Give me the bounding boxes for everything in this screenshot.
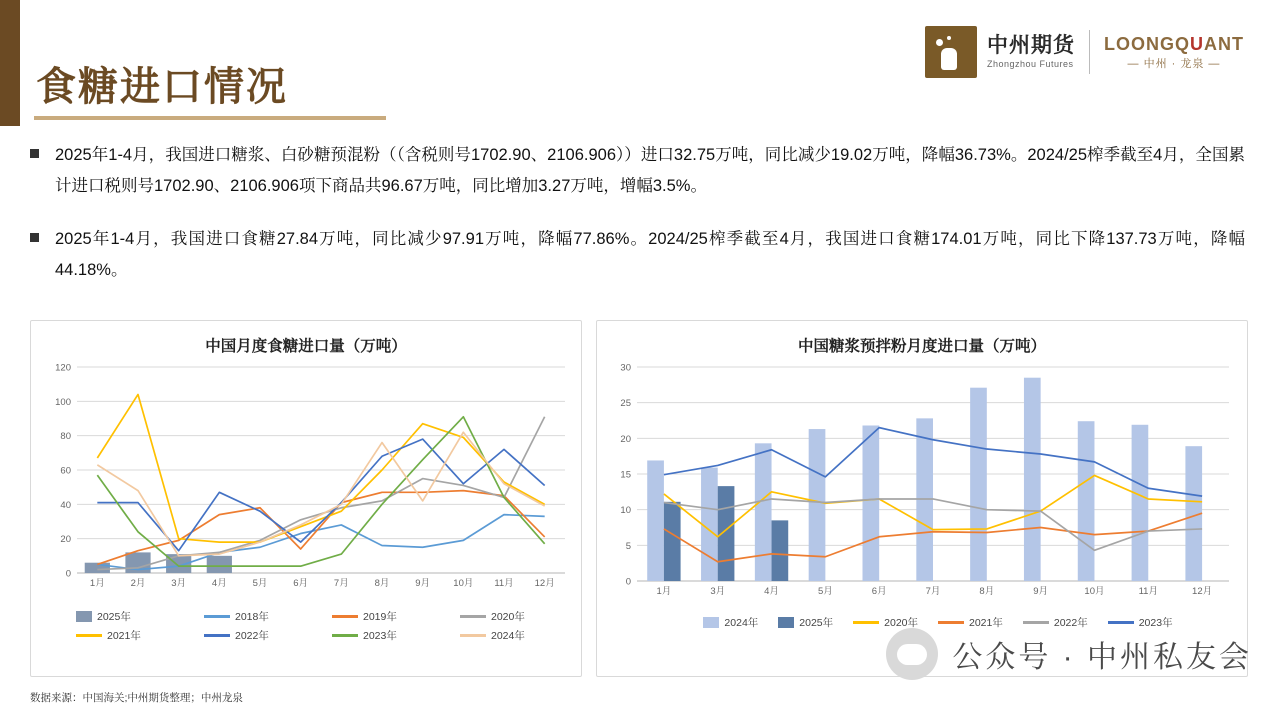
- legend-swatch: [853, 621, 879, 624]
- chart-svg: [31, 355, 581, 595]
- legend-swatch: [703, 617, 719, 628]
- legend-label: 2022年: [1053, 617, 1088, 629]
- svg-text:10月: 10月: [1084, 586, 1105, 597]
- svg-text:2月: 2月: [130, 578, 146, 589]
- svg-text:9月: 9月: [1033, 586, 1049, 597]
- svg-text:6月: 6月: [293, 578, 309, 589]
- logo-brand-cn: — 中州 · 龙泉 —: [1127, 57, 1221, 70]
- legend-label: 2019年: [363, 611, 397, 623]
- legend-swatch: [76, 634, 102, 637]
- company-logo: [925, 26, 1244, 78]
- legend-label: 2024年: [724, 617, 759, 629]
- svg-text:9月: 9月: [415, 578, 431, 589]
- svg-text:30: 30: [620, 362, 631, 374]
- svg-text:40: 40: [60, 499, 71, 511]
- svg-text:8月: 8月: [374, 578, 390, 589]
- legend-item[interactable]: [778, 615, 833, 630]
- svg-text:60: 60: [60, 465, 71, 477]
- chart-title: 中国月度食糖进口量（万吨）: [205, 338, 407, 355]
- bullet-item: [30, 140, 1245, 202]
- logo-mark-icon: [925, 26, 977, 78]
- bullet-list: [30, 140, 1245, 308]
- legend-swatch: [332, 634, 358, 637]
- chart-plot-area: [597, 355, 1247, 603]
- svg-text:0: 0: [625, 576, 631, 588]
- svg-text:7月: 7月: [333, 578, 349, 589]
- logo-divider: [1089, 30, 1090, 74]
- svg-text:10: 10: [620, 505, 631, 517]
- legend-label: 2024年: [491, 630, 525, 642]
- svg-text:11月: 11月: [494, 578, 514, 589]
- svg-text:80: 80: [60, 431, 71, 443]
- legend-item[interactable]: [332, 628, 440, 643]
- svg-text:11月: 11月: [1138, 586, 1158, 597]
- wechat-promo: [886, 628, 1252, 680]
- bullet-marker-icon: [30, 233, 39, 242]
- svg-text:1月: 1月: [89, 578, 105, 589]
- chart-syrup-import: [596, 320, 1248, 677]
- svg-text:1月: 1月: [656, 586, 672, 597]
- legend-swatch: [460, 634, 486, 637]
- legend-swatch: [76, 611, 92, 622]
- source-note: 数据来源：中国海关;中州期货整理；中州龙泉: [30, 692, 243, 704]
- legend-label: 2023年: [363, 630, 397, 642]
- svg-text:12月: 12月: [1192, 586, 1213, 597]
- svg-text:5月: 5月: [252, 578, 268, 589]
- legend-swatch: [778, 617, 794, 628]
- bullet-marker-icon: [30, 149, 39, 158]
- legend-label: 2020年: [491, 611, 525, 623]
- legend-item[interactable]: [460, 609, 568, 624]
- page-title: 食糖进口情况: [36, 65, 288, 109]
- svg-text:25: 25: [620, 398, 631, 410]
- legend-item[interactable]: [460, 628, 568, 643]
- svg-text:0: 0: [65, 568, 71, 580]
- legend-swatch: [1108, 621, 1134, 624]
- legend-item[interactable]: [204, 628, 312, 643]
- logo-brand-en-2: ANT: [1204, 33, 1244, 54]
- chart-title: 中国糖浆预拌粉月度进口量（万吨）: [797, 338, 1046, 355]
- legend-label: 2025年: [97, 611, 131, 623]
- legend-item[interactable]: [332, 609, 440, 624]
- logo-company-cn: 中州期货: [987, 34, 1075, 57]
- bullet-text: 2025年1-4月，我国进口食糖27.84万吨，同比减少97.91万吨，降幅77.86%。2024/25榨季截至4月，我国进口食糖174.01万吨，同比下降137.73万吨，降幅44.18%。: [55, 230, 1245, 279]
- svg-text:20: 20: [620, 433, 631, 445]
- legend-swatch: [938, 621, 964, 624]
- legend-label: 2018年: [235, 611, 269, 623]
- bullet-item: [30, 224, 1245, 286]
- title-accent-bar: [0, 0, 20, 126]
- svg-text:3月: 3月: [710, 586, 726, 597]
- legend-swatch: [204, 615, 230, 618]
- legend-swatch: [204, 634, 230, 637]
- svg-text:4月: 4月: [764, 586, 779, 597]
- logo-brand-en-1: LOONGQ: [1104, 33, 1190, 54]
- legend-swatch: [460, 615, 486, 618]
- legend-swatch: [1023, 621, 1049, 624]
- bullet-text: 2025年1-4月，我国进口糖浆、白砂糖预混粉（（含税则号1702.90、2106.906））进口32.75万吨，同比减少19.02万吨，降幅36.73%。2024/25榨季截至4月，全国累计进口税则号1702.90、2106.906项下商品共96.67万吨，同比增加3.27万吨，增幅3.5%。: [55, 146, 1245, 195]
- chart-legend: [31, 607, 613, 645]
- legend-item[interactable]: [703, 615, 758, 630]
- svg-text:10月: 10月: [453, 578, 474, 589]
- legend-label: 2021年: [969, 617, 1003, 629]
- logo-brand-en-red: U: [1190, 33, 1204, 54]
- legend-label: 2020年: [884, 617, 918, 629]
- legend-item[interactable]: [204, 609, 312, 624]
- title-underline: [34, 116, 386, 120]
- svg-text:6月: 6月: [871, 586, 887, 597]
- legend-label: 2025年: [799, 617, 834, 629]
- svg-text:5: 5: [625, 540, 631, 552]
- legend-item[interactable]: [76, 628, 184, 643]
- svg-text:15: 15: [620, 469, 631, 481]
- legend-label: 2023年: [1138, 617, 1173, 629]
- svg-text:5月: 5月: [817, 586, 833, 597]
- svg-text:12月: 12月: [534, 578, 555, 589]
- svg-text:3月: 3月: [171, 578, 187, 589]
- chart-plot-area: [31, 355, 581, 595]
- svg-text:7月: 7月: [925, 586, 941, 597]
- svg-text:4月: 4月: [211, 578, 227, 589]
- svg-text:8月: 8月: [979, 586, 995, 597]
- chart-svg: [597, 355, 1247, 603]
- legend-label: 2022年: [235, 630, 269, 642]
- legend-swatch: [332, 615, 358, 618]
- chart-sugar-import: [30, 320, 582, 677]
- legend-item[interactable]: [76, 609, 184, 624]
- wechat-avatar-icon: [886, 628, 938, 680]
- wechat-label: 公众号 · 中州私友会: [952, 641, 1252, 674]
- logo-company-en: Zhongzhou Futures: [987, 59, 1074, 70]
- svg-text:120: 120: [55, 362, 71, 374]
- svg-text:20: 20: [60, 534, 71, 546]
- svg-text:100: 100: [55, 396, 71, 408]
- legend-label: 2021年: [107, 630, 141, 642]
